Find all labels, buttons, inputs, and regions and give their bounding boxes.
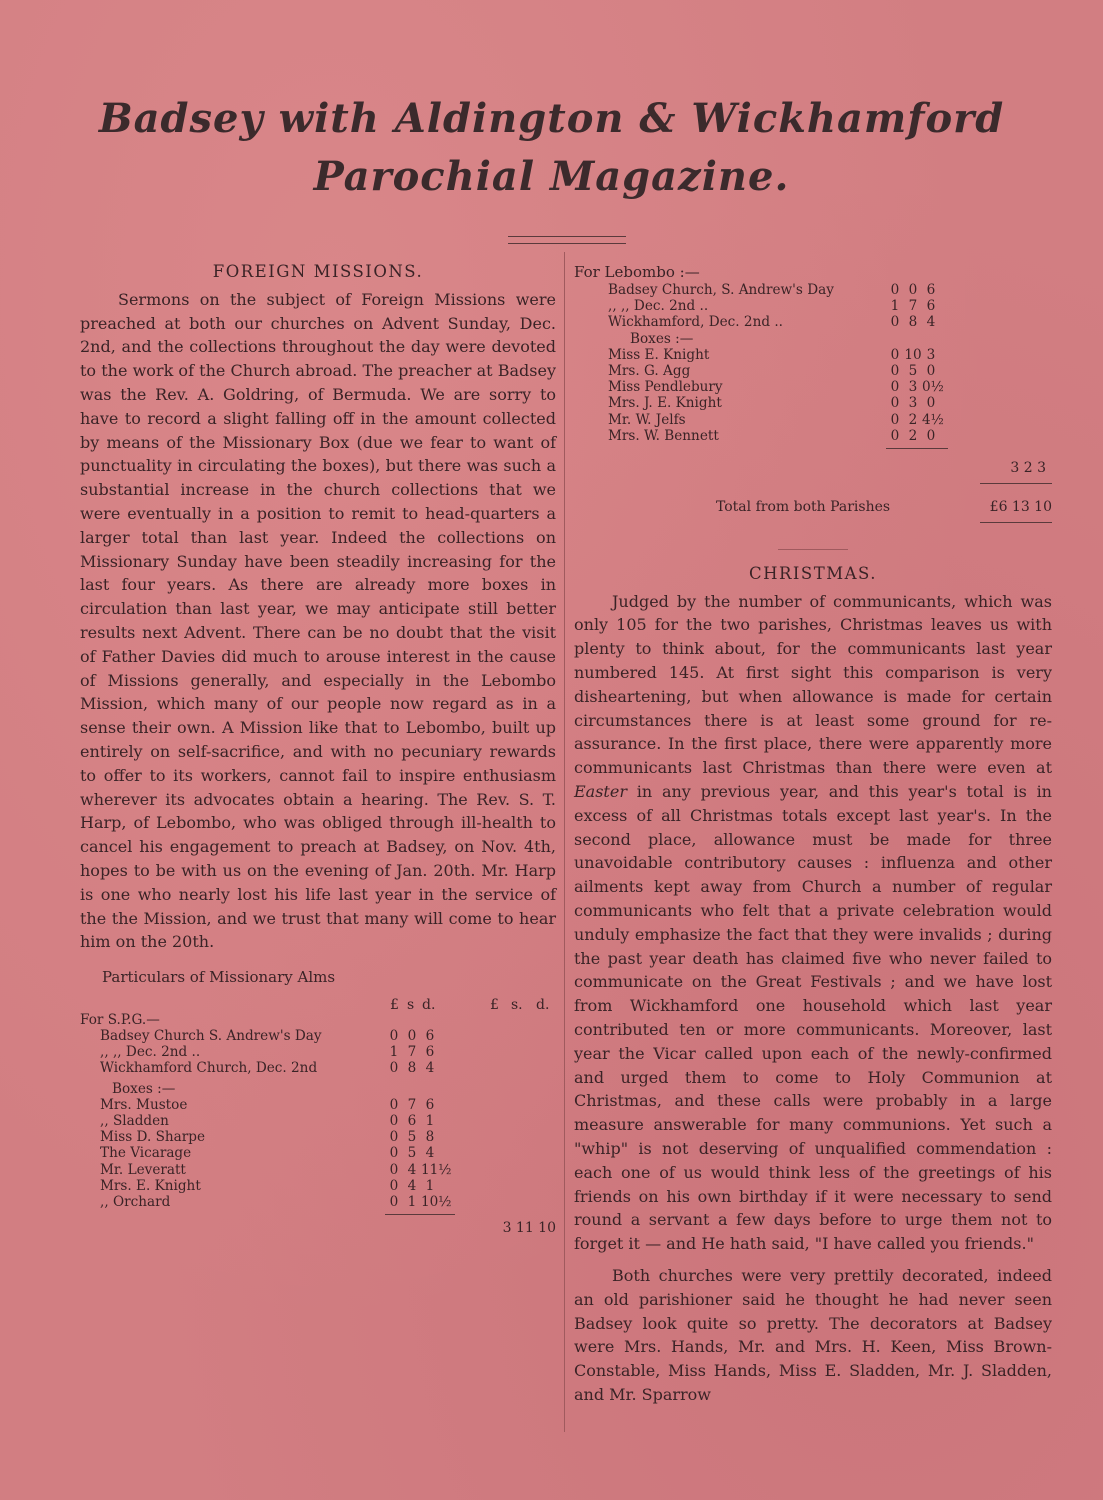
right-column bbox=[574, 262, 1052, 1407]
pence: 1 bbox=[425, 1112, 435, 1129]
total-rule bbox=[980, 522, 1052, 523]
christmas-paragraph-1 bbox=[574, 590, 1052, 1256]
shillings: 3 bbox=[908, 395, 918, 412]
row-name: Mrs. W. Bennett bbox=[608, 427, 719, 444]
pounds: 0 bbox=[389, 1161, 399, 1178]
pence: 4 bbox=[926, 314, 936, 331]
pounds: 0 bbox=[389, 1177, 399, 1194]
pence: 6 bbox=[425, 1027, 435, 1044]
table-row bbox=[608, 395, 940, 411]
table-row bbox=[100, 1129, 439, 1145]
table-row bbox=[100, 1028, 439, 1044]
shillings: 0 bbox=[407, 1027, 417, 1044]
pence: 0½ bbox=[922, 379, 944, 396]
row-name: Wickhamford, Dec. 2nd .. bbox=[608, 314, 784, 331]
shillings: 2 bbox=[908, 411, 918, 428]
row-name: ,, Sladden bbox=[100, 1112, 169, 1129]
table-row bbox=[608, 363, 940, 379]
spg-table bbox=[100, 1027, 452, 1210]
pounds: 1 bbox=[389, 1044, 399, 1061]
shillings: 4 bbox=[407, 1177, 417, 1194]
shillings: 6 bbox=[407, 1112, 417, 1129]
table-row bbox=[608, 314, 940, 330]
row-name: ,, ,, Dec. 2nd .. bbox=[100, 1044, 201, 1061]
table-row bbox=[608, 282, 940, 298]
section-separator bbox=[778, 549, 848, 550]
shillings: 7 bbox=[407, 1096, 417, 1113]
pence: 0 bbox=[926, 395, 936, 412]
row-name: Mrs. J. E. Knight bbox=[608, 395, 722, 412]
table-row bbox=[100, 1162, 439, 1178]
row-name: ,, ,, Dec. 2nd .. bbox=[608, 298, 709, 315]
spg-label: For S.P.G.— bbox=[80, 1011, 160, 1028]
lebombo-table bbox=[608, 282, 944, 444]
pounds: 0 bbox=[890, 379, 900, 396]
pence: 0 bbox=[926, 427, 936, 444]
row-name: Miss E. Knight bbox=[608, 346, 710, 363]
spg-sum-rule bbox=[385, 1214, 455, 1215]
pounds: 0 bbox=[389, 1112, 399, 1129]
row-name: ,, Orchard bbox=[100, 1193, 171, 1210]
row-name: Mrs. E. Knight bbox=[100, 1177, 201, 1194]
lebombo-sum-rule bbox=[886, 448, 948, 449]
pounds: 0 bbox=[389, 1193, 399, 1210]
row-name: Badsey Church, S. Andrew's Day bbox=[608, 282, 834, 298]
row-name: Badsey Church S. Andrew's Day bbox=[100, 1027, 322, 1044]
shillings: 7 bbox=[908, 298, 918, 315]
christmas-easter: Easter bbox=[574, 782, 627, 801]
table-row bbox=[608, 428, 940, 444]
pounds: 0 bbox=[890, 427, 900, 444]
subtotal-rule bbox=[980, 483, 1052, 484]
row-name: Miss D. Sharpe bbox=[100, 1129, 206, 1146]
pence: 6 bbox=[926, 282, 936, 298]
shillings: 8 bbox=[407, 1060, 417, 1077]
pounds: 0 bbox=[389, 1060, 399, 1077]
table-row bbox=[608, 298, 940, 314]
pounds: 0 bbox=[890, 314, 900, 331]
hdr-pounds-2: £ bbox=[490, 996, 499, 1013]
christmas-p1-part-a: Judged by the number of communicants, which was only 105 for the two parishes, Christmas leaves us with plenty to think about, for the communicants last year numbered 145. At first sight this comparison is very disheartening, but when allowance is made for certain circumstances there is at least some ground for re-assurance. In the first place, there were apparently more communicants last Christmas than there were even at bbox=[574, 591, 1052, 778]
table-row bbox=[100, 1194, 439, 1210]
row-name: Wickhamford Church, Dec. 2nd bbox=[100, 1060, 318, 1077]
pounds: 0 bbox=[389, 1145, 399, 1162]
shillings: 3 bbox=[908, 379, 918, 396]
hdr-pence-2: d. bbox=[536, 996, 550, 1013]
pence: 10½ bbox=[421, 1193, 452, 1210]
table-row bbox=[100, 1145, 439, 1161]
table-row bbox=[608, 379, 940, 395]
table-row bbox=[100, 1077, 439, 1097]
shillings: 1 bbox=[407, 1193, 417, 1210]
row-name: Mrs. G. Agg bbox=[608, 363, 691, 380]
table-row bbox=[100, 1178, 439, 1194]
left-column bbox=[80, 260, 556, 1241]
row-name: Miss Pendlebury bbox=[608, 379, 723, 396]
column-headers bbox=[80, 994, 556, 1012]
title-rule bbox=[508, 236, 626, 244]
shillings: 4 bbox=[407, 1161, 417, 1178]
pounds: 0 bbox=[890, 346, 900, 363]
shillings: 10 bbox=[904, 346, 922, 363]
shillings: 2 bbox=[908, 427, 918, 444]
shillings: 5 bbox=[407, 1145, 417, 1162]
pounds: 0 bbox=[389, 1129, 399, 1146]
pence: 6 bbox=[926, 298, 936, 315]
boxes-label: Boxes :— bbox=[112, 1080, 176, 1097]
pounds: 0 bbox=[389, 1027, 399, 1044]
table-row bbox=[608, 412, 940, 428]
masthead-subtitle: Parochial Magazine. bbox=[313, 153, 790, 200]
row-name: Mr. Leveratt bbox=[100, 1161, 186, 1178]
pounds: 1 bbox=[890, 298, 900, 315]
column-divider bbox=[564, 252, 565, 1432]
particulars-title: Particulars of Missionary Alms bbox=[102, 968, 336, 987]
table-row bbox=[100, 1097, 439, 1113]
grand-total-row bbox=[574, 494, 1052, 522]
christmas-paragraph-2: Both churches were very prettily decorated, indeed an old parishioner said he thought he had never seen Badsey look quite so pretty. The decorators at Badsey were Mrs. Hands, Mr. and Mrs. H. Keen, Miss Brown-Constable, Miss Hands, Miss E. Sladden, Mr. J. Sladden, and Mr. Sparrow bbox=[574, 1265, 1052, 1404]
row-name: Mr. W. Jelfs bbox=[608, 411, 686, 428]
lebombo-subtotal: 3 2 3 bbox=[1010, 460, 1046, 477]
shillings: 8 bbox=[908, 314, 918, 331]
pence: 6 bbox=[425, 1096, 435, 1113]
spg-total: 3 11 10 bbox=[502, 1220, 556, 1237]
hdr-pence-1: d. bbox=[422, 996, 436, 1013]
pence: 8 bbox=[425, 1129, 435, 1146]
grand-total-label: Total from both Parishes bbox=[716, 498, 891, 515]
pounds: 0 bbox=[890, 395, 900, 412]
pence: 4 bbox=[425, 1145, 435, 1162]
pence: 11½ bbox=[421, 1161, 452, 1178]
table-row bbox=[100, 1060, 439, 1076]
christmas-p1-part-b: in any previous year, and this year's total is in excess of all Christmas totals except last year's. In the second place, allowance must be made for three unavoidable contributory causes : influenza and other ailments kept away from Church a number of regular communicants who felt that a private celebration would unduly emphasize the fact that they were invalids ; during the past year death has claimed five who never failed to communicate on the Great Festivals ; and we have lost from Wickhamford one household which last year contributed ten or more communicants. Moreover, last year the Vicar called upon each of the newly-confirmed and urged them to come to Holy Communion at Christmas, and these calls were probably in a large measure answerable for many communions. Yet such a "whip" is not deserving of unqualified commendation : each one of us would think less of the greetings of his friends on his own birthday if it were necessary to send round a servant a few days before to urge them not to forget it — and He hath said, "I have called you friends." bbox=[574, 782, 1052, 1254]
hdr-shillings-1: s bbox=[407, 996, 415, 1013]
foreign-missions-body: Sermons on the subject of Foreign Missions were preached at both our churches on Advent Sunday, Dec. 2nd, and the collections throughout the day were devoted to the work of the Church abroad. The preacher at Badsey was the Rev. A. Goldring, of Bermuda. We are sorry to have to record a slight falling off in the amount collected by means of the Missionary Box (due we fear to want of punctuality in circulating the boxes), but there was such a substantial increase in the church collections that we were eventually in a position to remit to head-quarters a larger total than last year. Indeed the collections on Missionary Sunday have been steadily increasing for the last four years. As there are already more boxes in circulation than last year, we may anticipate still better results next Advent. There can be no doubt that the visit of Father Davies did much to arouse interest in the cause of Missions generally, and especially in the Lebombo Mission, which many of our people now regard as in a sense their own. A Mission like that to Lebombo, built up entirely on self-sacrifice, and with no pecuniary rewards to offer to its workers, cannot fail to inspire enthusiasm wherever its advocates obtain a hearing. The Rev. S. T. Harp, of Lebombo, who was obliged through ill-health to cancel his engagement to preach at Badsey, on Nov. 4th, hopes to be with us on the evening of Jan. 20th. Mr. Harp is one who nearly lost his life last year in the service of the the Mission, and we trust that many will come to hear him on the 20th. bbox=[80, 289, 556, 952]
lebombo-label: For Lebombo :— bbox=[574, 263, 700, 281]
christmas-heading: CHRISTMAS. bbox=[748, 563, 878, 583]
pounds: 0 bbox=[890, 282, 900, 298]
masthead-title: Badsey with Aldington & Wickhamford bbox=[98, 95, 1005, 142]
pence: 0 bbox=[926, 363, 936, 380]
row-name: The Vicarage bbox=[100, 1145, 192, 1162]
hdr-pounds-1: £ bbox=[390, 996, 399, 1013]
hdr-shillings-2: s. bbox=[511, 996, 523, 1013]
pounds: 0 bbox=[890, 411, 900, 428]
shillings: 5 bbox=[908, 363, 918, 380]
pence: 1 bbox=[425, 1177, 435, 1194]
pence: 3 bbox=[926, 346, 936, 363]
masthead bbox=[0, 92, 1103, 204]
pence: 6 bbox=[425, 1044, 435, 1061]
pence: 4 bbox=[425, 1060, 435, 1077]
grand-total-value: £6 13 10 bbox=[989, 498, 1052, 515]
pence: 4½ bbox=[922, 411, 944, 428]
row-name: Mrs. Mustoe bbox=[100, 1096, 188, 1113]
pounds: 0 bbox=[890, 363, 900, 380]
shillings: 7 bbox=[407, 1044, 417, 1061]
table-row bbox=[608, 331, 940, 347]
boxes-label: Boxes :— bbox=[630, 330, 694, 347]
shillings: 0 bbox=[908, 282, 918, 298]
pounds: 0 bbox=[389, 1096, 399, 1113]
foreign-missions-heading: FOREIGN MISSIONS. bbox=[212, 262, 424, 281]
table-row bbox=[100, 1113, 439, 1129]
table-row bbox=[100, 1044, 439, 1060]
shillings: 5 bbox=[407, 1129, 417, 1146]
table-row bbox=[608, 347, 940, 363]
